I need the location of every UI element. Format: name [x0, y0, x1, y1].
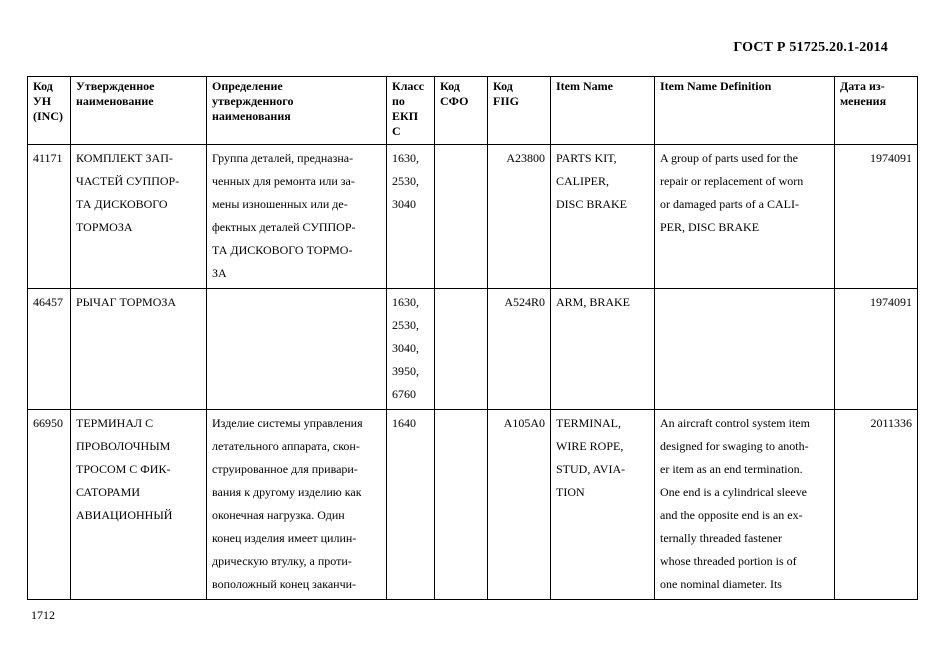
page-number: 1712: [31, 608, 55, 622]
cell-definition: Группа деталей, предназна- ченных для ремонта или за- мены изношенных или де- фектных деталей СУППОР- ТА ДИСКОВОГО ТОРМО- ЗА: [207, 145, 387, 289]
header-approved-name: Утвержденное наименование: [71, 77, 207, 145]
table-row: [28, 289, 918, 410]
header-inc: Код УН (INC): [28, 77, 71, 145]
cell-sfo: [435, 289, 488, 410]
cell-item-definition: An aircraft control system item designed for swaging to anoth- er item as an end termination. One end is a cylindrical sleeve and the opposite end is an ex- ternally threaded fastener whose threaded portion is of one nominal diameter. Its: [655, 410, 835, 600]
cell-date: 2011336: [835, 410, 918, 600]
cell-sfo: [435, 410, 488, 600]
header-class: Класс по ЕКП С: [387, 77, 435, 145]
cell-inc: 66950: [28, 410, 71, 600]
header-fiig: Код FIIG: [488, 77, 551, 145]
document-standard-header: ГОСТ Р 51725.20.1-2014: [733, 40, 888, 55]
cell-sfo: [435, 145, 488, 289]
cell-item-name: PARTS KIT, CALIPER, DISC BRAKE: [551, 145, 655, 289]
cell-item-definition: A group of parts used for the repair or replacement of worn or damaged parts of a CALI- PER, DISC BRAKE: [655, 145, 835, 289]
cell-inc: 41171: [28, 145, 71, 289]
cell-class: 1640: [387, 410, 435, 600]
cell-class: 1630, 2530, 3040: [387, 145, 435, 289]
table-row: [28, 410, 918, 600]
cell-item-name: ARM, BRAKE: [551, 289, 655, 410]
cell-fiig: A23800: [488, 145, 551, 289]
cell-definition: [207, 289, 387, 410]
header-item-definition: Item Name Definition: [655, 77, 835, 145]
header-date: Дата из- менения: [835, 77, 918, 145]
header-sfo: Код СФО: [435, 77, 488, 145]
header-definition: Определение утвержденного наименования: [207, 77, 387, 145]
cell-inc: 46457: [28, 289, 71, 410]
header-item-name: Item Name: [551, 77, 655, 145]
cell-date: 1974091: [835, 145, 918, 289]
cell-definition: Изделие системы управления летательного аппарата, скон- струированное для привари- вания к другому изделию как оконечная нагрузка. Один конец изделия имеет цилин- дрическую втулку, а проти- воположный конец заканчи-: [207, 410, 387, 600]
cell-approved-name: ТЕРМИНАЛ С ПРОВОЛОЧНЫМ ТРОСОМ С ФИК- САТОРАМИ АВИАЦИОННЫЙ: [71, 410, 207, 600]
cell-approved-name: КОМПЛЕКТ ЗАП- ЧАСТЕЙ СУППОР- ТА ДИСКОВОГО ТОРМОЗА: [71, 145, 207, 289]
nomenclature-table: [27, 76, 918, 600]
cell-item-name: TERMINAL, WIRE ROPE, STUD, AVIA- TION: [551, 410, 655, 600]
table-row: [28, 145, 918, 289]
cell-date: 1974091: [835, 289, 918, 410]
cell-fiig: A105A0: [488, 410, 551, 600]
cell-fiig: A524R0: [488, 289, 551, 410]
cell-class: 1630, 2530, 3040, 3950, 6760: [387, 289, 435, 410]
cell-approved-name: РЫЧАГ ТОРМОЗА: [71, 289, 207, 410]
table-header-row: [28, 77, 918, 145]
cell-item-definition: [655, 289, 835, 410]
